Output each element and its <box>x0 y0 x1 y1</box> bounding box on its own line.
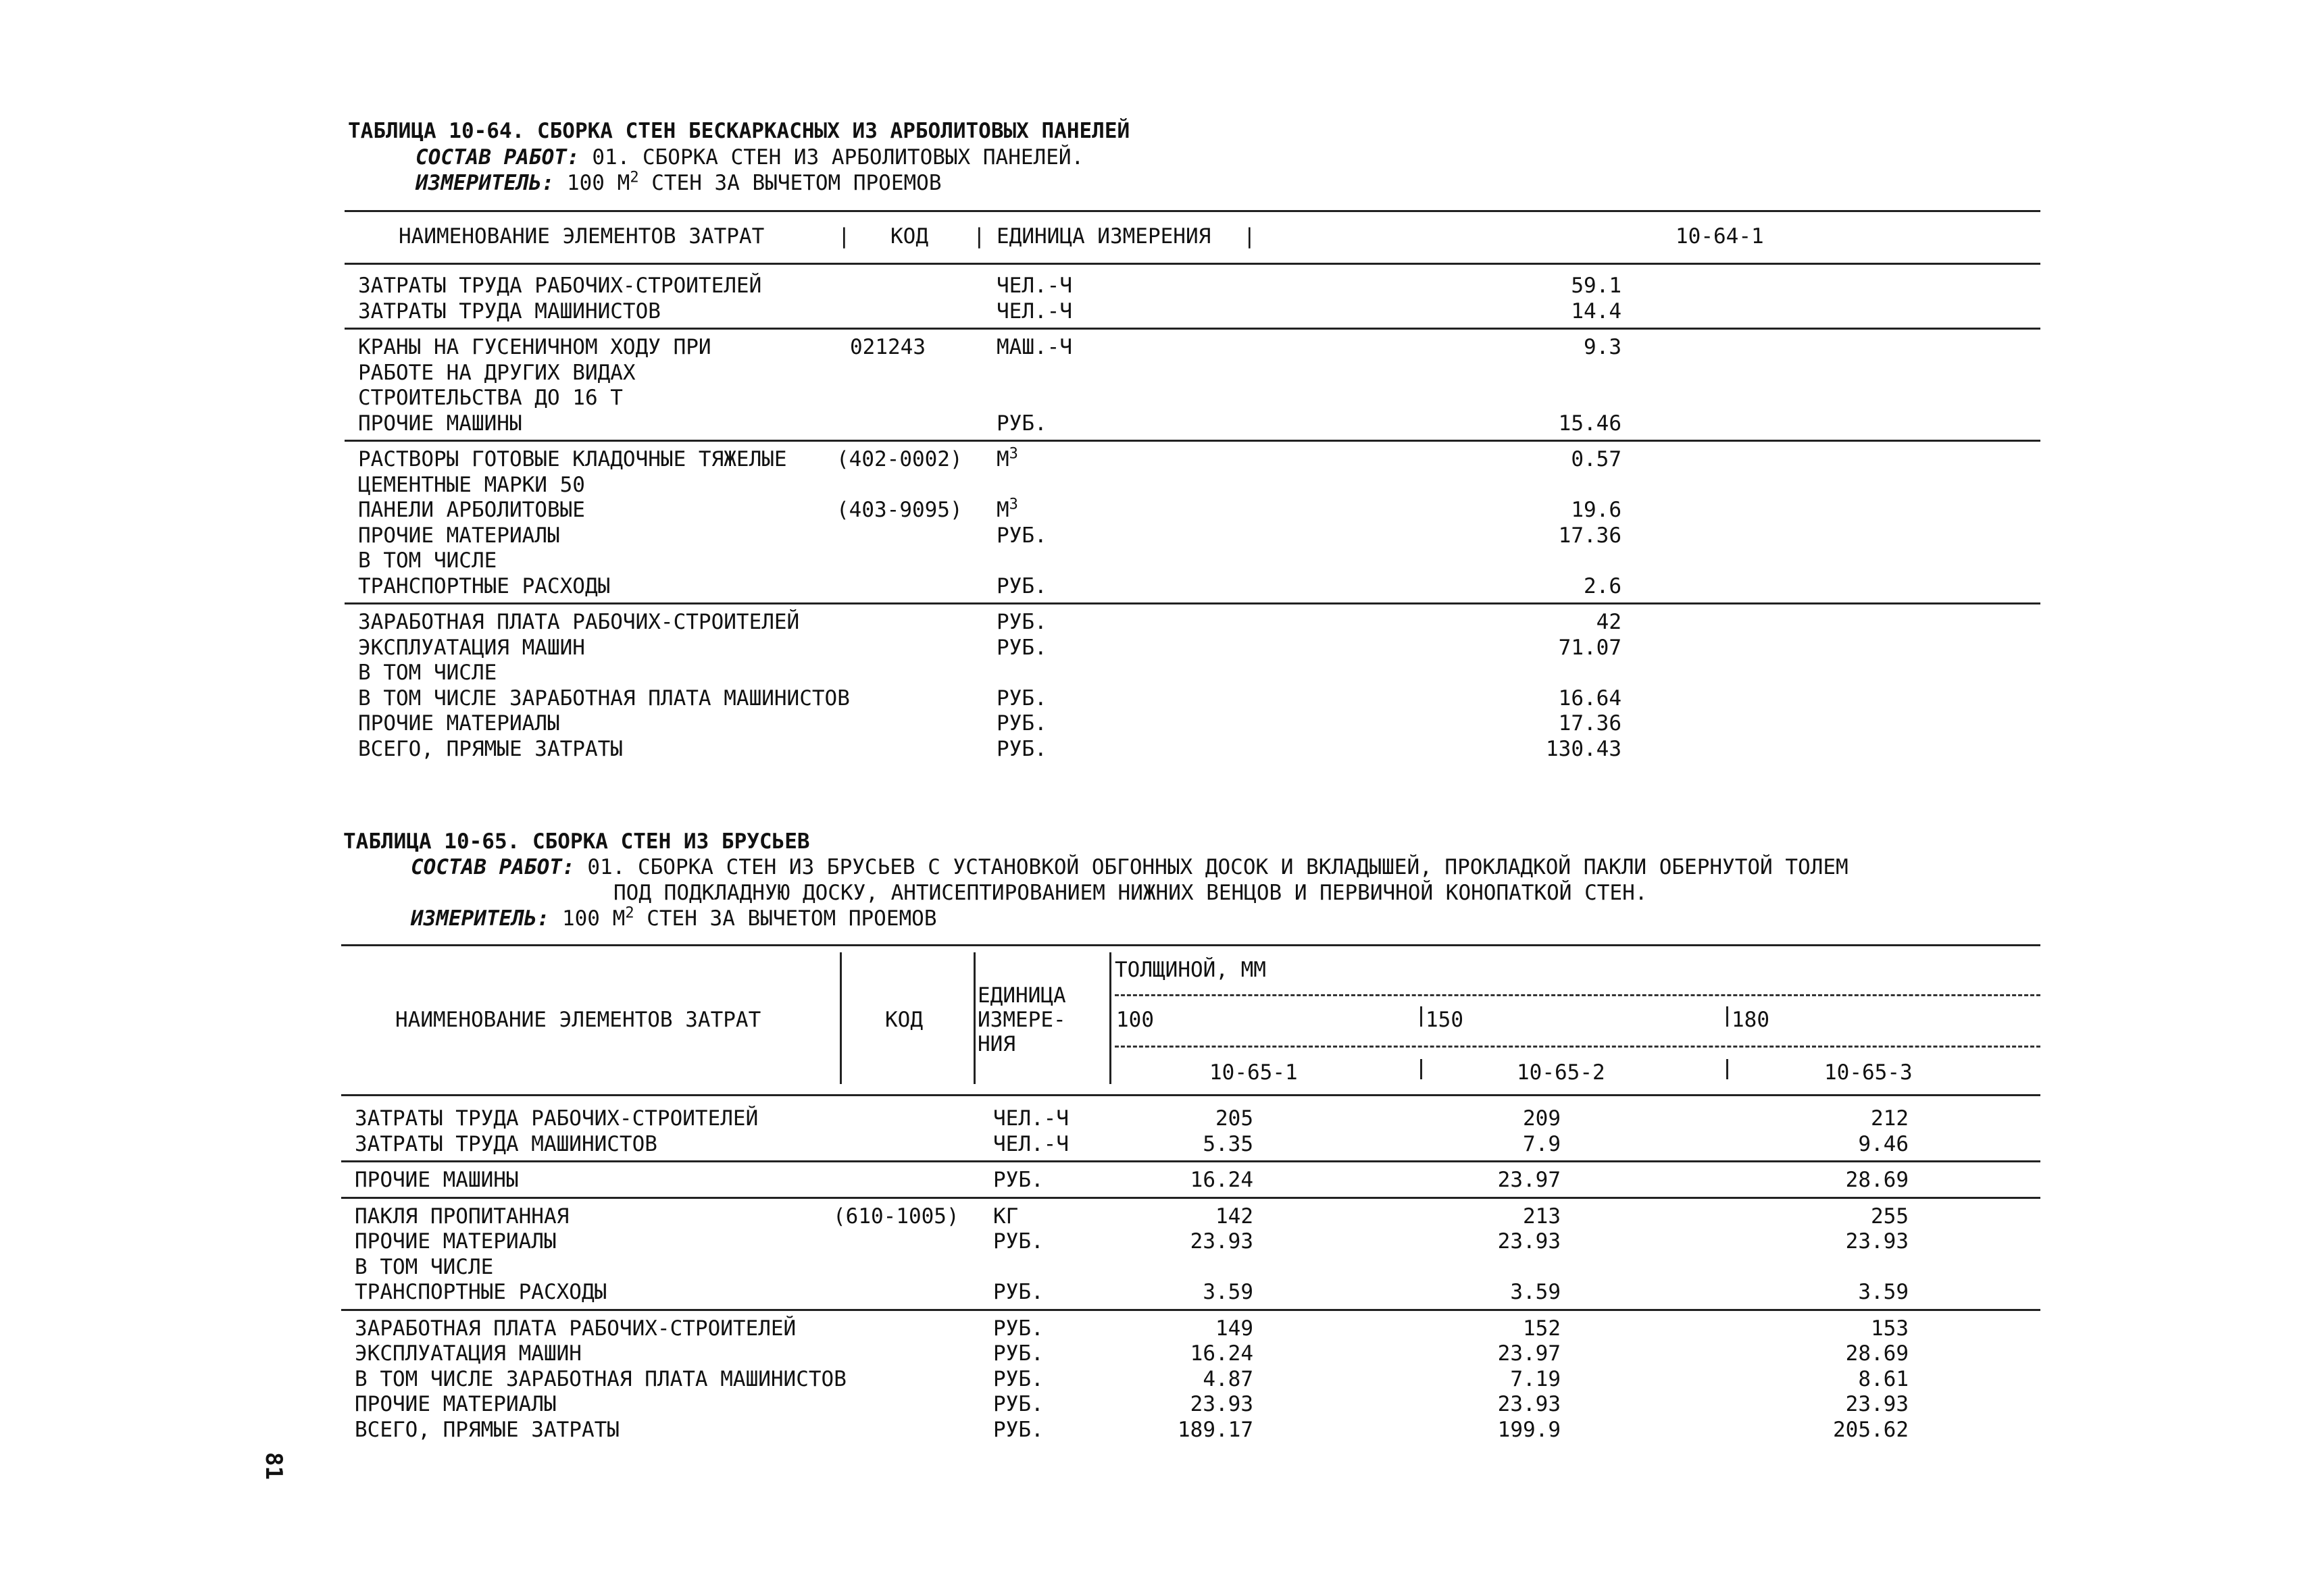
row-name: В ТОМ ЧИСЛЕ <box>358 548 497 573</box>
t64-header-name: НАИМЕНОВАНИЕ ЭЛЕМЕНТОВ ЗАТРАТ <box>399 224 765 249</box>
unit-sup: 3 <box>1009 445 1018 463</box>
row-unit: КГ <box>993 1204 1019 1229</box>
row-unit <box>997 711 1047 736</box>
t65-vsep-4 <box>1420 1006 1422 1027</box>
t65-vsep-7 <box>1726 1059 1728 1079</box>
unit-text: РУБ. <box>997 711 1047 736</box>
row-unit <box>997 636 1047 660</box>
table-65-header-rule <box>341 1094 2040 1096</box>
row-value-3: 8.61 <box>1858 1366 1909 1391</box>
row-value-1: 23.93 <box>1190 1229 1253 1254</box>
row-code: (610-1005) <box>833 1204 959 1229</box>
table-64-title: ТАБЛИЦА 10-64. СБОРКА СТЕН БЕСКАРКАСНЫХ ИЗ АРБОЛИТОВЫХ ПАНЕЛЕЙ <box>348 119 1130 143</box>
meter-post: СТЕН ЗА ВЫЧЕТОМ ПРОЕМОВ <box>634 906 937 931</box>
row-name: ЗАРАБОТНАЯ ПЛАТА РАБОЧИХ-СТРОИТЕЛЕЙ <box>355 1316 797 1341</box>
t65-col-3: 10-65-3 <box>1824 1060 1913 1085</box>
table-65-work-cont: ПОД ПОДКЛАДНУЮ ДОСКУ, АНТИСЕПТИРОВАНИЕМ НИЖНИХ ВЕНЦОВ И ПЕРВИЧНОЙ КОНОПАТКОЙ СТЕН. <box>613 881 1648 905</box>
row-name: ЭКСПЛУАТАЦИЯ МАШИН <box>355 1341 582 1366</box>
t64-header-col: 10-64-1 <box>1676 224 1764 249</box>
row-unit: РУБ. <box>993 1417 1044 1442</box>
row-unit: ЧЕЛ.-Ч <box>993 1131 1069 1156</box>
t65-thick-rule <box>1115 994 2040 996</box>
row-code: 021243 <box>850 335 926 359</box>
meter-pre: 100 М <box>561 906 626 931</box>
row-name: ЗАТРАТЫ ТРУДА МАШИНИСТОВ <box>358 299 661 324</box>
row-value-1: 5.35 <box>1203 1131 1253 1156</box>
meter-pre: 100 М <box>566 171 630 195</box>
row-value-2: 23.97 <box>1497 1168 1561 1192</box>
row-value: 2.6 <box>1584 573 1621 598</box>
table-65-top-rule <box>341 944 2040 946</box>
table-64-meter <box>416 171 942 195</box>
row-value-3: 3.59 <box>1858 1280 1909 1304</box>
meter-sup: 2 <box>630 169 639 186</box>
group-rule <box>345 602 2040 604</box>
work-label: СОСТАВ РАБОТ: <box>411 855 575 879</box>
t65-unit3: НИЯ <box>978 1032 1015 1056</box>
row-name: В ТОМ ЧИСЛЕ ЗАРАБОТНАЯ ПЛАТА МАШИНИСТОВ <box>355 1366 847 1391</box>
t64-header-sep1: | <box>838 224 851 249</box>
t65-thickness: ТОЛЩИНОЙ, ММ <box>1115 958 1266 982</box>
row-unit <box>997 498 1018 522</box>
unit-text: РУБ. <box>997 686 1047 711</box>
row-name: ПРОЧИЕ МАШИНЫ <box>355 1168 519 1192</box>
row-value: 17.36 <box>1558 523 1621 548</box>
row-value-1: 3.59 <box>1203 1280 1253 1304</box>
t65-thick-180: 180 <box>1732 1008 1769 1032</box>
meter-label: ИЗМЕРИТЕЛЬ: <box>411 906 550 931</box>
row-name: ПАКЛЯ ПРОПИТАННАЯ <box>355 1204 570 1229</box>
row-value-2: 7.19 <box>1510 1366 1561 1391</box>
t65-vsep-1 <box>840 952 842 1084</box>
t65-vsep-5 <box>1726 1006 1728 1027</box>
table-65-meter <box>411 906 937 931</box>
row-value-3: 212 <box>1871 1106 1909 1131</box>
row-unit <box>997 523 1047 548</box>
row-unit: РУБ. <box>993 1392 1044 1416</box>
row-value-1: 4.87 <box>1203 1366 1253 1391</box>
row-value-3: 28.69 <box>1845 1341 1909 1366</box>
group-rule <box>341 1160 2040 1162</box>
row-value-2: 199.9 <box>1497 1417 1561 1442</box>
row-name: ЗАТРАТЫ ТРУДА МАШИНИСТОВ <box>355 1131 657 1156</box>
row-name: РАСТВОРЫ ГОТОВЫЕ КЛАДОЧНЫЕ ТЯЖЕЛЫЕ <box>358 447 787 471</box>
unit-text: РУБ. <box>997 523 1047 548</box>
group-rule <box>341 1197 2040 1199</box>
unit-sup: 3 <box>1009 496 1018 513</box>
row-unit: РУБ. <box>993 1366 1044 1391</box>
row-value-1: 149 <box>1215 1316 1253 1341</box>
row-value-2: 213 <box>1523 1204 1561 1229</box>
t64-header-unit: ЕДИНИЦА ИЗМЕРЕНИЯ <box>997 224 1211 249</box>
t65-vsep-2 <box>974 952 976 1084</box>
t64-header-code: КОД <box>890 224 928 249</box>
table-65-title: ТАБЛИЦА 10-65. СБОРКА СТЕН ИЗ БРУСЬЕВ <box>343 829 810 854</box>
row-value-2: 7.9 <box>1523 1131 1561 1156</box>
unit-text: РУБ. <box>997 635 1047 660</box>
row-value-1: 16.24 <box>1190 1168 1253 1192</box>
row-unit: РУБ. <box>993 1168 1044 1192</box>
row-value-3: 28.69 <box>1845 1168 1909 1192</box>
unit-text: РУБ. <box>997 573 1047 598</box>
row-value-2: 209 <box>1523 1106 1561 1131</box>
t65-vsep-6 <box>1420 1059 1422 1079</box>
meter-sup: 2 <box>625 904 634 922</box>
row-value-3: 9.46 <box>1858 1131 1909 1156</box>
row-unit: РУБ. <box>993 1229 1044 1254</box>
row-name: В ТОМ ЧИСЛЕ <box>358 661 497 685</box>
row-value: 0.57 <box>1571 447 1621 471</box>
group-rule <box>345 328 2040 330</box>
row-name: ПРОЧИЕ МАТЕРИАЛЫ <box>355 1392 557 1416</box>
row-unit <box>997 335 1072 359</box>
row-value: 15.46 <box>1558 411 1621 436</box>
row-value: 16.64 <box>1558 686 1621 711</box>
row-value: 130.43 <box>1546 736 1621 761</box>
row-value-3: 205.62 <box>1833 1417 1909 1442</box>
work-text: 01. СБОРКА СТЕН ИЗ АРБОЛИТОВЫХ ПАНЕЛЕЙ. <box>592 145 1084 170</box>
row-value: 19.6 <box>1571 498 1621 522</box>
row-unit: РУБ. <box>993 1316 1044 1341</box>
row-value: 17.36 <box>1558 711 1621 736</box>
work-label: СОСТАВ РАБОТ: <box>416 145 580 170</box>
row-value: 42 <box>1596 610 1621 634</box>
t65-sub-rule <box>1115 1046 2040 1048</box>
row-name: ТРАНСПОРТНЫЕ РАСХОДЫ <box>355 1280 607 1304</box>
row-value-2: 3.59 <box>1510 1280 1561 1304</box>
row-value-1: 189.17 <box>1178 1417 1253 1442</box>
t65-thick-100: 100 <box>1116 1008 1154 1032</box>
row-value-1: 205 <box>1215 1106 1253 1131</box>
t64-header-sep3: | <box>1243 224 1256 249</box>
unit-text: ЧЕЛ.-Ч <box>997 299 1072 324</box>
table-64-top-rule <box>345 210 2040 212</box>
row-name: ЭКСПЛУАТАЦИЯ МАШИН <box>358 635 585 660</box>
t65-unit1: ЕДИНИЦА <box>978 983 1066 1008</box>
row-unit <box>997 737 1047 761</box>
unit-text: РУБ. <box>997 736 1047 761</box>
meter-label: ИЗМЕРИТЕЛЬ: <box>416 171 555 195</box>
row-name: ЗАТРАТЫ ТРУДА РАБОЧИХ-СТРОИТЕЛЕЙ <box>355 1106 759 1131</box>
row-name: В ТОМ ЧИСЛЕ ЗАРАБОТНАЯ ПЛАТА МАШИНИСТОВ <box>358 686 850 711</box>
t64-header-sep2: | <box>973 224 986 249</box>
row-value-3: 153 <box>1871 1316 1909 1341</box>
row-value-1: 142 <box>1215 1204 1253 1229</box>
t65-vsep-3 <box>1109 952 1111 1084</box>
row-name: СТРОИТЕЛЬСТВА ДО 16 Т <box>358 386 623 410</box>
row-value-2: 23.93 <box>1497 1392 1561 1416</box>
row-unit: ЧЕЛ.-Ч <box>993 1106 1069 1131</box>
t65-thick-150: 150 <box>1426 1008 1463 1032</box>
unit-text: РУБ. <box>997 610 1047 634</box>
row-value-3: 23.93 <box>1845 1392 1909 1416</box>
row-value-2: 23.97 <box>1497 1341 1561 1366</box>
row-unit <box>997 274 1072 298</box>
unit-text: РУБ. <box>997 411 1047 436</box>
row-value: 9.3 <box>1584 335 1621 359</box>
row-name: ПРОЧИЕ МАТЕРИАЛЫ <box>358 523 560 548</box>
row-value: 59.1 <box>1571 274 1621 298</box>
row-value-1: 16.24 <box>1190 1341 1253 1366</box>
row-name: ЗАРАБОТНАЯ ПЛАТА РАБОЧИХ-СТРОИТЕЛЕЙ <box>358 610 800 634</box>
row-name: ПРОЧИЕ МАШИНЫ <box>358 411 522 436</box>
row-unit <box>997 411 1047 436</box>
row-name: ВСЕГО, ПРЯМЫЕ ЗАТРАТЫ <box>355 1417 620 1442</box>
row-name: ЗАТРАТЫ ТРУДА РАБОЧИХ-СТРОИТЕЛЕЙ <box>358 274 762 298</box>
row-value: 14.4 <box>1571 299 1621 324</box>
unit-text: МАШ.-Ч <box>997 335 1072 359</box>
table-64-work <box>416 145 1084 170</box>
unit-text: ЧЕЛ.-Ч <box>997 274 1072 298</box>
row-value-3: 255 <box>1871 1204 1909 1229</box>
row-name: КРАНЫ НА ГУСЕНИЧНОМ ХОДУ ПРИ <box>358 335 711 359</box>
work-text: 01. СБОРКА СТЕН ИЗ БРУСЬЕВ С УСТАНОВКОЙ ОБГОННЫХ ДОСОК И ВКЛАДЫШЕЙ, ПРОКЛАДКОЙ ПАКЛИ ОБЕРНУТОЙ ТОЛЕМ <box>587 855 1848 879</box>
row-name: РАБОТЕ НА ДРУГИХ ВИДАХ <box>358 360 636 385</box>
row-unit: РУБ. <box>993 1280 1044 1304</box>
row-name: ТРАНСПОРТНЫЕ РАСХОДЫ <box>358 573 611 598</box>
row-name: В ТОМ ЧИСЛЕ <box>355 1254 494 1279</box>
row-name: ВСЕГО, ПРЯМЫЕ ЗАТРАТЫ <box>358 736 623 761</box>
table-64-header-rule <box>345 263 2040 265</box>
unit-text: М <box>997 498 1009 522</box>
row-unit: РУБ. <box>993 1341 1044 1366</box>
group-rule <box>345 440 2040 442</box>
row-name: ПАНЕЛИ АРБОЛИТОВЫЕ <box>358 498 585 522</box>
table-65-work <box>411 855 1848 879</box>
row-value: 71.07 <box>1558 635 1621 660</box>
t65-header-code: КОД <box>885 1008 923 1032</box>
row-name: ЦЕМЕНТНЫЕ МАРКИ 50 <box>358 472 585 497</box>
row-code: (402-0002) <box>836 447 963 471</box>
row-value-2: 23.93 <box>1497 1229 1561 1254</box>
row-unit <box>997 610 1047 634</box>
row-name: ПРОЧИЕ МАТЕРИАЛЫ <box>355 1229 557 1254</box>
page-number: 81 <box>260 1452 287 1480</box>
unit-text: М <box>997 447 1009 471</box>
row-name: ПРОЧИЕ МАТЕРИАЛЫ <box>358 711 560 736</box>
t65-unit2: ИЗМЕРЕ- <box>978 1008 1066 1032</box>
row-value-1: 23.93 <box>1190 1392 1253 1416</box>
t65-col-1: 10-65-1 <box>1209 1060 1298 1085</box>
meter-post: СТЕН ЗА ВЫЧЕТОМ ПРОЕМОВ <box>638 171 942 195</box>
row-value-2: 152 <box>1523 1316 1561 1341</box>
row-unit <box>997 574 1047 598</box>
t65-header-name: НАИМЕНОВАНИЕ ЭЛЕМЕНТОВ ЗАТРАТ <box>395 1008 761 1032</box>
row-value-3: 23.93 <box>1845 1229 1909 1254</box>
row-unit <box>997 299 1072 324</box>
row-unit <box>997 447 1018 471</box>
row-unit <box>997 686 1047 711</box>
t65-col-2: 10-65-2 <box>1517 1060 1605 1085</box>
row-code: (403-9095) <box>836 498 963 522</box>
group-rule <box>341 1309 2040 1311</box>
